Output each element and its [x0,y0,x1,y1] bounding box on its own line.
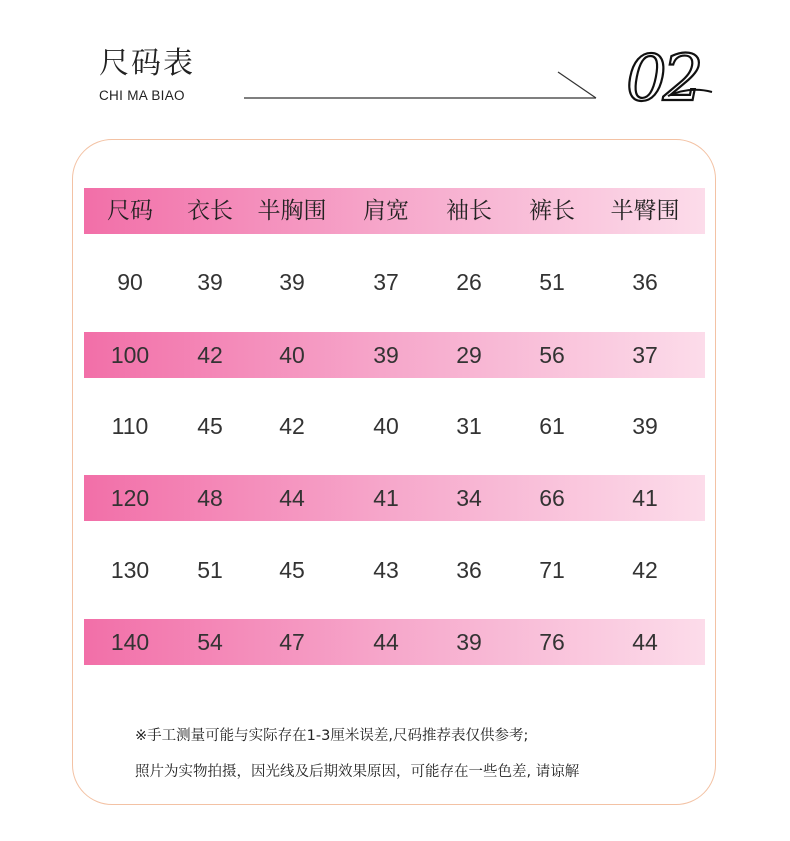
column-header: 袖长 [446,198,492,224]
table-cell: 45 [197,413,223,439]
table-cell: 39 [632,413,658,439]
table-row [84,403,705,449]
table-cell: 41 [632,485,658,511]
table-row [84,619,705,665]
column-header: 半胸围 [257,198,327,224]
page-subtitle: CHI MA BIAO [99,88,185,103]
table-cell: 42 [632,557,658,583]
table-cell: 51 [539,269,565,295]
note-line-2: 照片为实物拍摄，因光线及后期效果原因，可能存在一些色差, 请谅解 [135,764,580,780]
table-cell: 37 [632,342,658,368]
table-cell: 39 [279,269,305,295]
page-title: 尺码表 [99,46,195,81]
column-header: 半臀围 [610,198,680,224]
table-row [84,547,705,593]
column-header: 肩宽 [363,198,409,224]
table-cell: 44 [373,629,399,655]
table-cell: 43 [373,557,399,583]
table-cell: 54 [197,629,223,655]
table-cell: 31 [456,413,482,439]
table-cell: 39 [456,629,482,655]
column-header: 尺码 [107,198,153,224]
size-table-card [72,139,716,805]
table-cell: 44 [632,629,658,655]
table-cell: 39 [373,342,399,368]
note-line-1: ※手工测量可能与实际存在1-3厘米误差,尺码推荐表仅供参考; [135,728,529,744]
table-cell: 44 [279,485,305,511]
column-header: 衣长 [187,198,233,224]
table-cell: 40 [279,342,305,368]
table-cell: 66 [539,485,565,511]
column-header: 裤长 [529,198,575,224]
table-header-row [84,188,705,234]
table-cell: 120 [110,485,150,511]
table-cell: 140 [110,629,150,655]
table-cell: 110 [111,413,149,439]
table-row [84,259,705,305]
table-cell: 56 [539,342,565,368]
table-cell: 26 [456,269,482,295]
section-number: 02 [626,42,700,116]
divider-slash [558,72,596,98]
table-cell: 100 [110,342,150,368]
table-cell: 36 [632,269,658,295]
table-cell: 61 [539,413,565,439]
table-row [84,475,705,521]
table-cell: 40 [373,413,399,439]
table-cell: 90 [117,269,143,295]
table-cell: 47 [279,629,305,655]
table-cell: 29 [456,342,482,368]
table-cell: 76 [539,629,565,655]
table-cell: 130 [110,557,150,583]
table-row [84,332,705,378]
table-cell: 42 [197,342,223,368]
table-cell: 39 [197,269,223,295]
table-cell: 34 [456,485,482,511]
table-cell: 37 [373,269,399,295]
table-cell: 45 [279,557,305,583]
table-cell: 36 [456,557,482,583]
table-cell: 42 [279,413,305,439]
table-cell: 51 [197,557,223,583]
table-cell: 48 [197,485,223,511]
table-cell: 41 [373,485,399,511]
table-cell: 71 [539,557,565,583]
